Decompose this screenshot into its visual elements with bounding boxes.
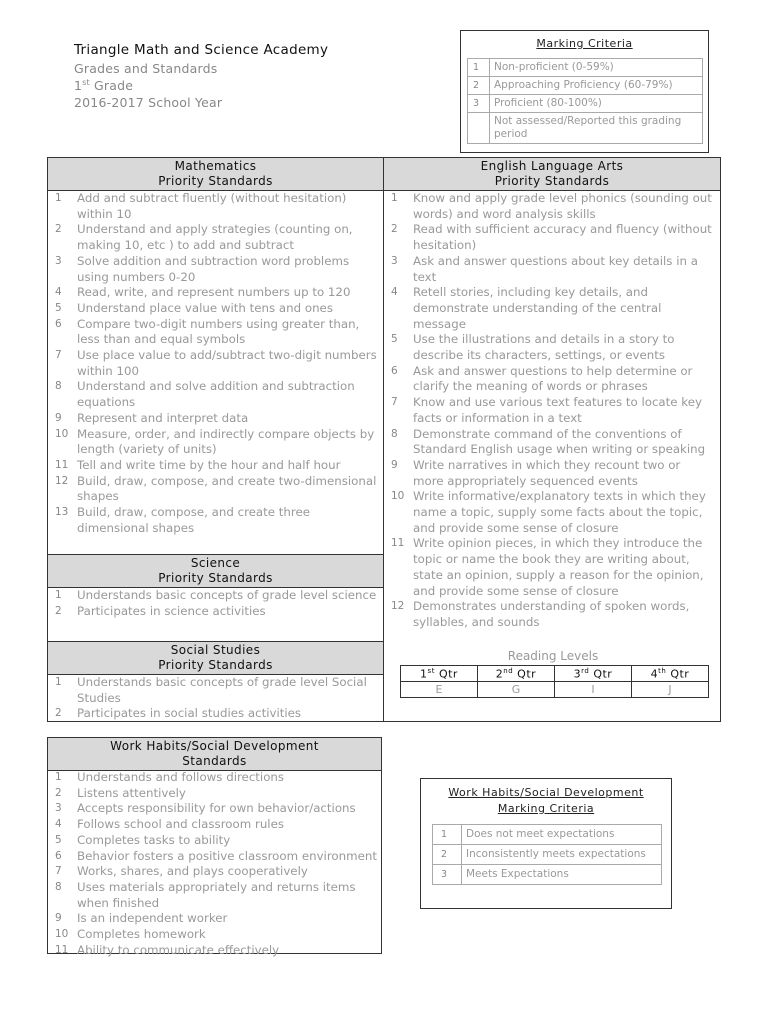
social-studies-subtitle: Priority Standards — [158, 658, 273, 672]
item-number: 8 — [55, 880, 62, 893]
work-habit-item — [48, 864, 378, 880]
item-number: 1 — [55, 676, 62, 688]
math-standard-item — [48, 317, 378, 348]
item-text: Solve addition and subtraction word problems using numbers 0-20 — [77, 253, 350, 284]
math-standard-item — [48, 191, 378, 222]
item-text: Participates in science activities — [77, 603, 266, 618]
criteria-text: Approaching Proficiency (60-79%) — [490, 77, 703, 95]
reading-level-value: I — [555, 682, 632, 698]
item-text: Build, draw, compose, and create two-dimensional shapes — [77, 473, 377, 504]
item-text: Demonstrates understanding of spoken words, syllables, and sounds — [413, 599, 690, 629]
math-title: Mathematics — [174, 159, 257, 173]
item-text: Measure, order, and indirectly compare objects by length (variety of units) — [77, 426, 375, 457]
item-number: 5 — [391, 333, 398, 346]
work-habit-item — [48, 770, 378, 786]
grade-label: 1st Grade — [74, 78, 134, 94]
item-text: Understand place value with tens and ones — [77, 300, 333, 315]
criteria-row — [468, 77, 703, 95]
item-number: 6 — [55, 317, 62, 330]
item-number: 12 — [391, 600, 405, 613]
criteria-text: Not assessed/Reported this grading period — [490, 113, 703, 144]
criteria-text: Does not meet expectations — [462, 825, 662, 845]
item-number: 1 — [55, 771, 62, 783]
reading-level-value: E — [401, 682, 478, 698]
math-standard-item — [48, 348, 378, 379]
item-number: 2 — [391, 223, 398, 236]
work-habit-item — [48, 943, 378, 959]
criteria-row — [468, 59, 703, 77]
item-text: Uses materials appropriately and returns items when finished — [77, 879, 356, 910]
item-text: Read, write, and represent numbers up to 120 — [77, 285, 351, 300]
marking-criteria-box — [460, 30, 709, 153]
item-text: Participates in social studies activities — [77, 706, 302, 721]
item-number: 2 — [55, 707, 62, 720]
quarter-header: 4th Qtr — [632, 666, 709, 682]
item-number: 4 — [55, 286, 62, 299]
criteria-number: 3 — [468, 95, 490, 113]
criteria-number — [468, 113, 490, 144]
math-standard-item — [48, 427, 378, 458]
math-standard-item — [48, 379, 378, 410]
item-number: 7 — [391, 396, 398, 409]
math-standard-item — [48, 254, 378, 285]
quarter-header: 3rd Qtr — [555, 666, 632, 682]
item-text: Represent and interpret data — [77, 410, 249, 425]
math-standard-item — [48, 301, 378, 317]
item-number: 4 — [55, 818, 62, 831]
ela-standard-item — [384, 285, 714, 332]
math-subtitle: Priority Standards — [158, 174, 273, 188]
reading-levels-table — [400, 665, 709, 698]
item-text: Ability to communicate effectively — [77, 942, 280, 957]
item-number: 1 — [391, 192, 398, 204]
item-number: 12 — [55, 474, 69, 487]
math-standards-list — [48, 191, 378, 536]
work-habit-item — [48, 849, 378, 865]
item-text: Accepts responsibility for own behavior/actions — [77, 801, 356, 816]
ela-standard-item — [384, 599, 714, 630]
item-number: 10 — [55, 427, 69, 440]
math-standard-item — [48, 285, 378, 301]
criteria-number: 3 — [433, 865, 462, 885]
item-number: 5 — [55, 833, 62, 846]
social-studies-standard-item — [48, 675, 378, 706]
work-habit-item — [48, 817, 378, 833]
item-number: 4 — [391, 286, 398, 299]
criteria-number: 2 — [433, 845, 462, 865]
ela-standard-item — [384, 536, 714, 599]
item-number: 10 — [55, 928, 69, 941]
ela-standard-item — [384, 254, 714, 285]
work-habits-criteria-box — [420, 778, 672, 909]
math-standard-item — [48, 458, 378, 474]
wh-criteria-table — [432, 824, 662, 885]
criteria-number: 1 — [433, 825, 462, 845]
item-text: Use place value to add/subtract two-digit numbers within 100 — [77, 348, 377, 378]
ela-subtitle: Priority Standards — [494, 174, 610, 188]
item-number: 7 — [55, 349, 62, 362]
item-text: Know and apply grade level phonics (sounding out words) and word analysis skills — [413, 191, 712, 221]
work-habits-list — [48, 770, 378, 958]
item-text: Use the illustrations and details in a story to describe its characters, settings, or events — [413, 332, 675, 363]
item-number: 6 — [55, 849, 62, 862]
social-studies-title: Social Studies — [170, 643, 261, 657]
science-standard-item — [48, 604, 378, 620]
math-standard-item — [48, 505, 378, 536]
item-text: Write narratives in which they recount two or more appropriately sequenced events — [413, 457, 681, 488]
item-number: 13 — [55, 506, 69, 519]
math-standard-item — [48, 474, 378, 505]
quarter-header: 2nd Qtr — [478, 666, 555, 682]
item-number: 7 — [55, 865, 62, 878]
school-year: 2016-2017 School Year — [74, 95, 223, 110]
math-standard-item — [48, 222, 378, 253]
work-habit-item — [48, 880, 378, 911]
item-text: Completes tasks to ability — [77, 832, 231, 847]
criteria-text: Meets Expectations — [462, 865, 662, 885]
item-number: 2 — [55, 223, 62, 236]
item-number: 3 — [55, 802, 62, 815]
ela-standard-item — [384, 489, 714, 536]
item-text: Ask and answer questions to help determine or clarify the meaning of words or phrases — [413, 363, 693, 394]
criteria-text: Inconsistently meets expectations — [462, 845, 662, 865]
report-subtitle: Grades and Standards — [74, 61, 218, 76]
criteria-row — [433, 825, 662, 845]
ela-standard-item — [384, 364, 714, 395]
item-number: 9 — [391, 458, 398, 471]
work-habit-item — [48, 786, 378, 802]
ela-section-header — [383, 157, 721, 191]
reading-levels-title: Reading Levels — [507, 649, 599, 663]
item-text: Build, draw, compose, and create three dimensional shapes — [77, 505, 310, 535]
item-text: Know and use various text features to locate key facts or information in a text — [413, 395, 702, 425]
ela-standard-item — [384, 332, 714, 363]
item-text: Behavior fosters a positive classroom environment — [77, 848, 377, 863]
item-text: Ask and answer questions about key details in a text — [413, 253, 698, 284]
item-text: Understands and follows directions — [77, 770, 285, 784]
ela-standard-item — [384, 395, 714, 426]
criteria-text: Proficient (80-100%) — [490, 95, 703, 113]
ela-title: English Language Arts — [480, 159, 624, 173]
item-number: 3 — [55, 254, 62, 267]
science-section-header — [47, 554, 384, 588]
ela-standard-item — [384, 458, 714, 489]
item-number: 5 — [55, 301, 62, 314]
ela-standard-item — [384, 191, 714, 222]
item-text: Understand and solve addition and subtraction equations — [77, 379, 355, 410]
item-number: 1 — [55, 192, 62, 204]
work-habits-title: Work Habits/Social Development — [110, 739, 319, 753]
work-habit-item — [48, 927, 378, 943]
item-number: 2 — [55, 604, 62, 617]
criteria-row — [433, 845, 662, 865]
ela-standards-list — [384, 191, 714, 631]
school-name: Triangle Math and Science Academy — [74, 42, 329, 58]
reading-level-value: G — [478, 682, 555, 698]
item-number: 3 — [391, 254, 398, 267]
item-number: 11 — [391, 537, 405, 550]
item-text: Understands basic concepts of grade level Social Studies — [77, 675, 367, 705]
item-text: Tell and write time by the hour and half hour — [77, 457, 341, 472]
criteria-number: 1 — [468, 59, 490, 77]
ela-standard-item — [384, 222, 714, 253]
item-number: 6 — [391, 364, 398, 377]
science-standard-item — [48, 588, 378, 604]
criteria-number: 2 — [468, 77, 490, 95]
item-text: Demonstrate command of the conventions of Standard English usage when writing or speaking — [413, 426, 706, 457]
item-number: 8 — [391, 427, 398, 440]
item-number: 8 — [55, 380, 62, 393]
work-habits-section-header — [47, 737, 382, 771]
item-number: 1 — [55, 589, 62, 601]
social-studies-section-header — [47, 641, 384, 675]
item-text: Completes homework — [77, 927, 206, 942]
work-habits-subtitle: Standards — [182, 754, 247, 768]
science-title: Science — [190, 556, 241, 570]
social-studies-standard-item — [48, 706, 378, 722]
marking-criteria-title: Marking Criteria — [536, 37, 633, 50]
item-text: Write opinion pieces, in which they introduce the topic or name the book they are writing about, state an opinion, supply a reason for the opinion, and provide some sense of closure — [413, 536, 704, 598]
criteria-row — [468, 95, 703, 113]
science-standards-list — [48, 588, 378, 619]
math-standard-item — [48, 411, 378, 427]
criteria-text: Non-proficient (0-59%) — [490, 59, 703, 77]
wh-criteria-title: Work Habits/Social Development Marking Criteria — [448, 786, 644, 815]
item-text: Listens attentively — [77, 785, 186, 800]
work-habit-item — [48, 911, 378, 927]
item-text: Is an independent worker — [77, 911, 228, 926]
item-text: Add and subtract fluently (without hesitation) within 10 — [77, 191, 347, 221]
quarter-header: 1st Qtr — [401, 666, 478, 682]
item-number: 11 — [55, 943, 69, 956]
item-text: Read with sufficient accuracy and fluency (without hesitation) — [413, 222, 712, 253]
item-text: Works, shares, and plays cooperatively — [77, 864, 308, 879]
item-text: Write informative/explanatory texts in which they name a topic, supply some facts about the topic, and provide some sense of closure — [413, 489, 706, 535]
work-habit-item — [48, 801, 378, 817]
item-number: 9 — [55, 912, 62, 925]
item-text: Understands basic concepts of grade level science — [77, 588, 377, 602]
work-habit-item — [48, 833, 378, 849]
social-studies-standards-list — [48, 675, 378, 722]
reading-level-value: J — [632, 682, 709, 698]
item-number: 2 — [55, 786, 62, 799]
criteria-row — [433, 865, 662, 885]
item-text: Retell stories, including key details, and demonstrate understanding of the central message — [413, 285, 662, 331]
marking-criteria-table — [467, 58, 703, 144]
item-text: Understand and apply strategies (counting on, making 10, etc ) to add and subtract — [77, 222, 353, 253]
criteria-row — [468, 113, 703, 144]
ela-standard-item — [384, 427, 714, 458]
item-text: Compare two-digit numbers using greater than, less than and equal symbols — [77, 316, 360, 347]
item-number: 9 — [55, 411, 62, 424]
item-number: 11 — [55, 458, 69, 471]
science-subtitle: Priority Standards — [158, 571, 273, 585]
item-text: Follows school and classroom rules — [77, 817, 284, 832]
item-number: 10 — [391, 490, 405, 503]
math-section-header — [47, 157, 384, 191]
